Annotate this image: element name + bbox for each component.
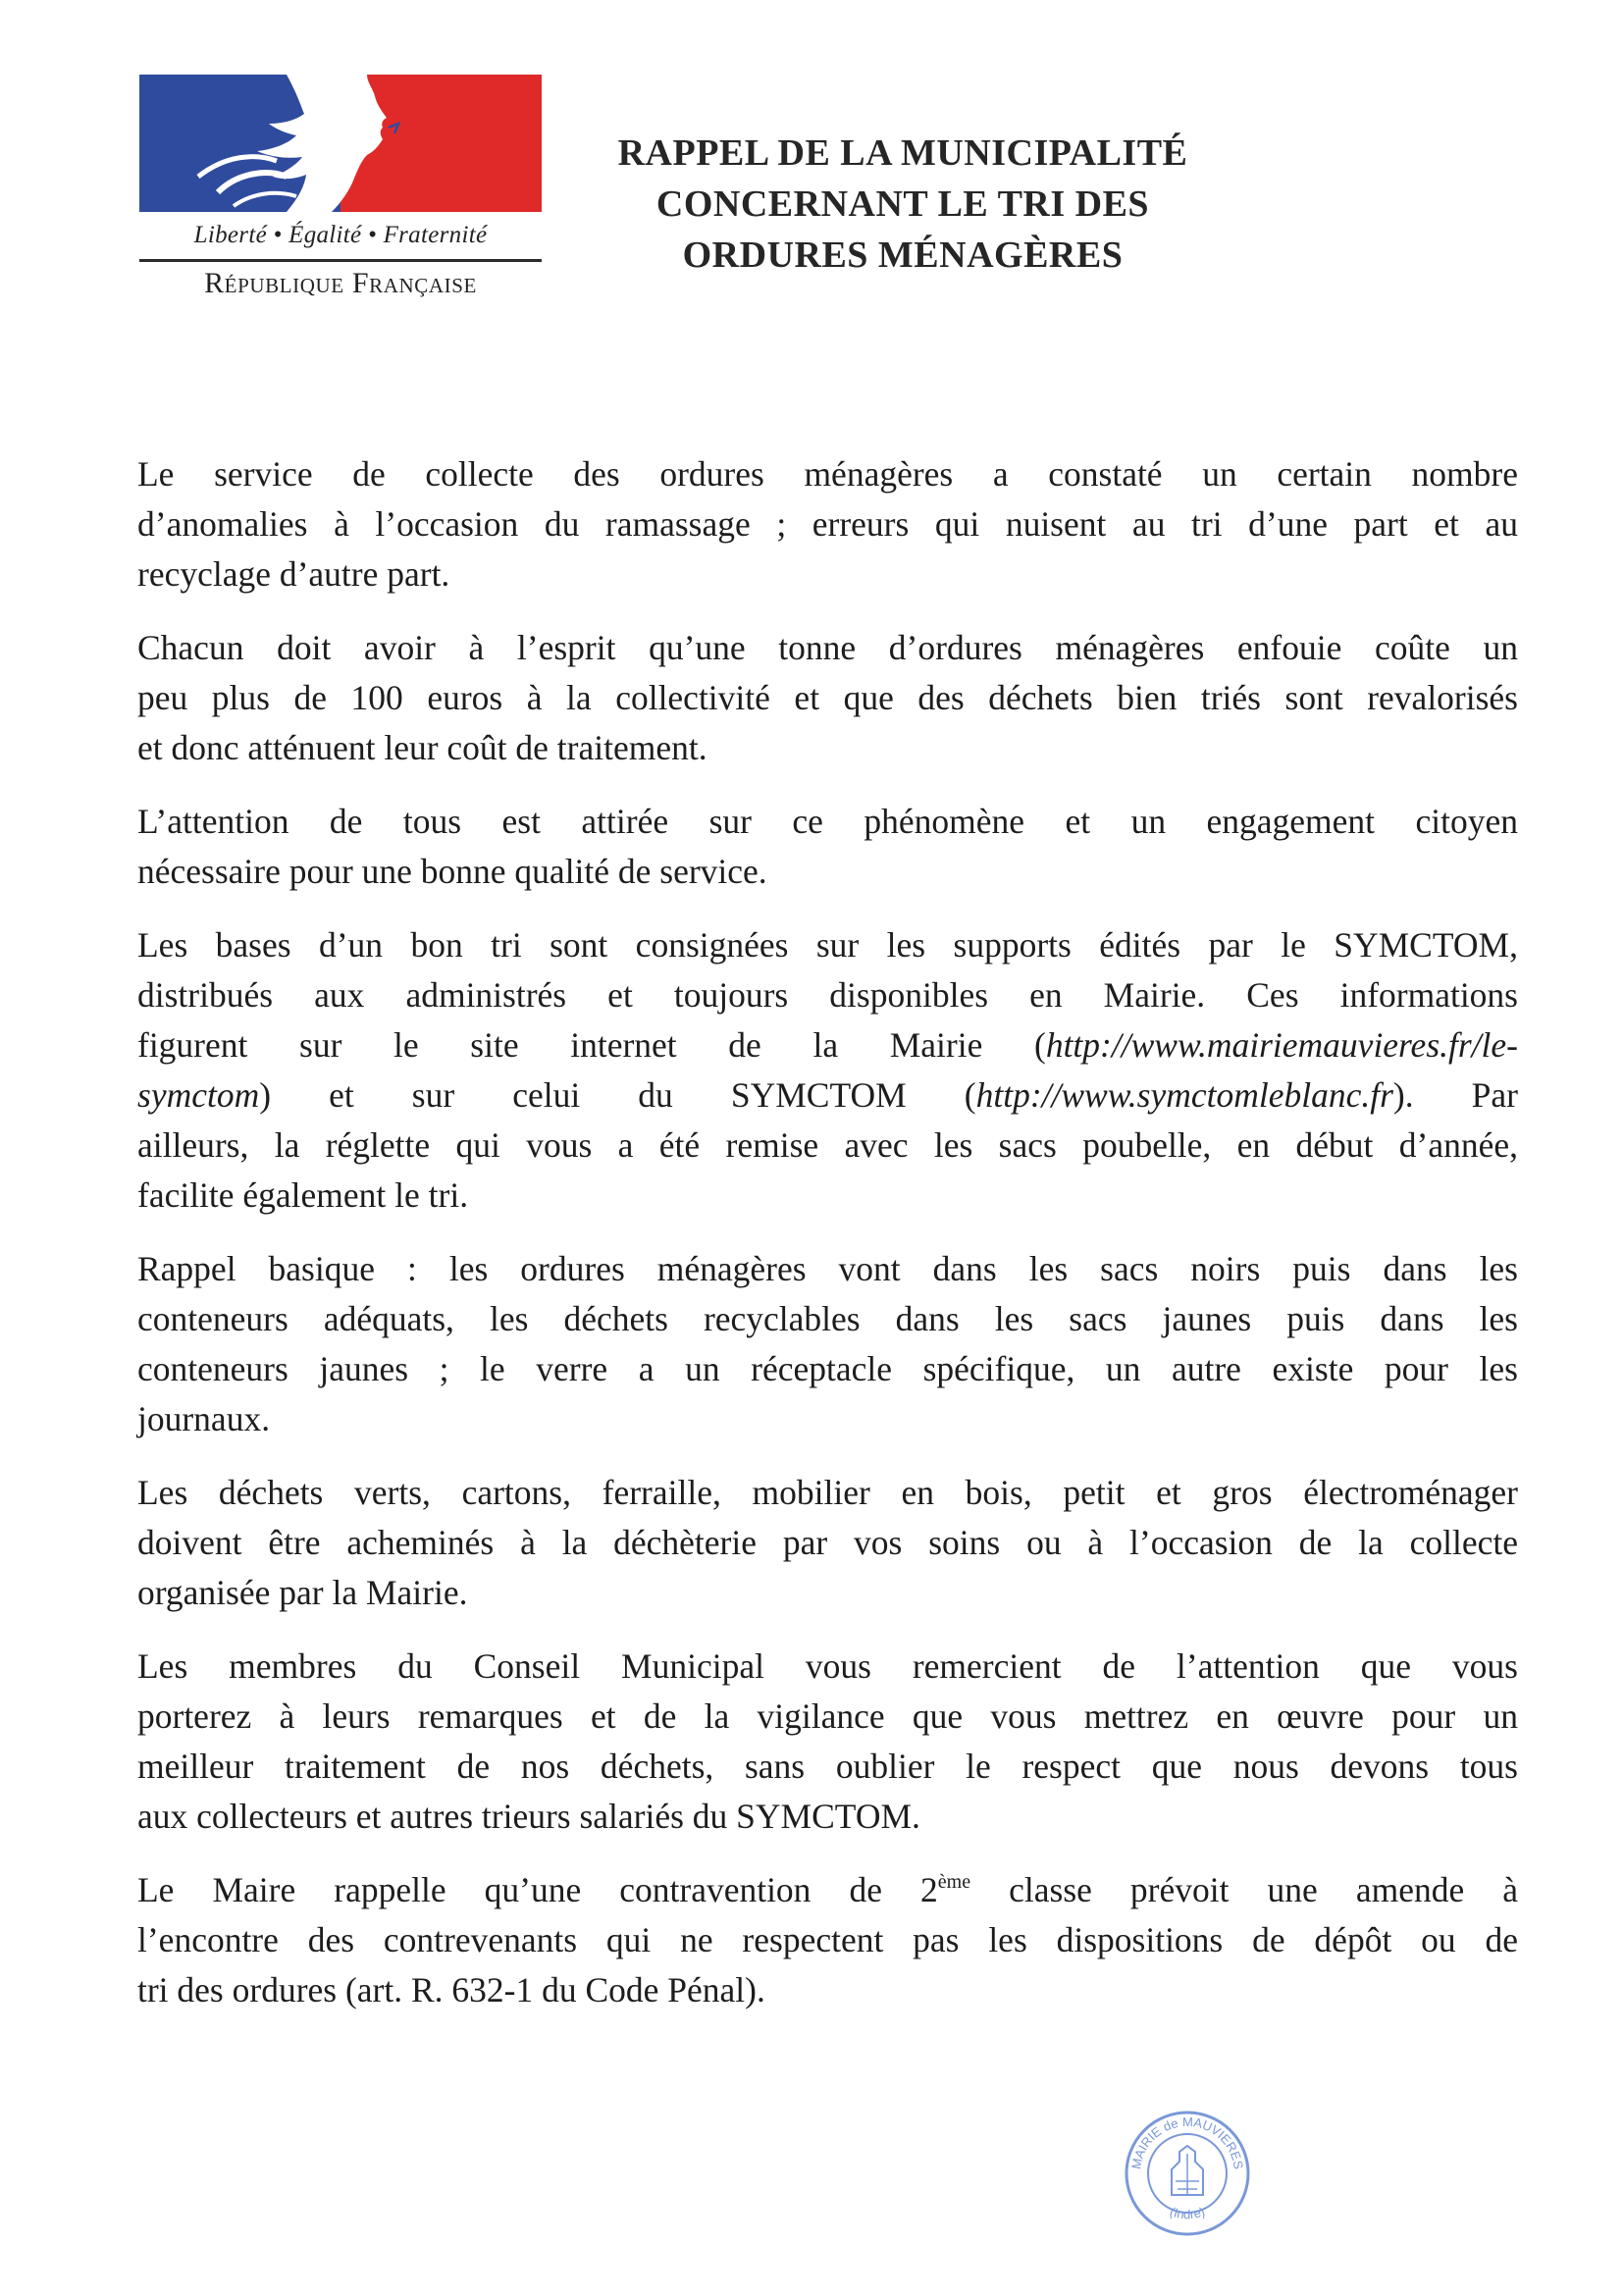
text-line: ailleurs, la réglette qui vous a été remise avec les sacs poubelle, en début d’année, xyxy=(137,1125,1518,1165)
paragraph xyxy=(137,1642,1518,1842)
text-line xyxy=(137,1865,1518,1915)
text-line: Chacun doit avoir à l’esprit qu’une tonne d’ordures ménagères enfouie coûte un xyxy=(137,628,1518,667)
text-line: et donc atténuent leur coût de traitement. xyxy=(137,728,707,767)
text-line: doivent être acheminés à la déchèterie par vos soins ou à l’occasion de la collecte xyxy=(137,1523,1518,1562)
text-segment: classe prévoit une amende à xyxy=(970,1870,1518,1909)
title-line: ORDURES MÉNAGÈRES xyxy=(682,235,1124,276)
text-segment: ) et sur celui du SYMCTOM ( xyxy=(259,1075,976,1115)
paragraph xyxy=(137,1244,1518,1444)
text-segment: figurent sur le site internet de la Mairie ( xyxy=(137,1025,1046,1065)
text-line: Le service de collecte des ordures ménagères a constaté un certain nombre xyxy=(137,454,1518,494)
text-line: porterez à leurs remarques et de la vigilance que vous mettrez en œuvre pour un xyxy=(137,1696,1518,1736)
paragraph xyxy=(137,449,1518,600)
republic-name: République Française xyxy=(204,267,477,299)
text-line: d’anomalies à l’occasion du ramassage ; erreurs qui nuisent au tri d’une part et au xyxy=(137,504,1518,544)
text-line: distribués aux administrés et toujours disponibles en Mairie. Ces informations xyxy=(137,975,1518,1015)
mairie-seal-stamp xyxy=(1119,2105,1256,2242)
text-line: peu plus de 100 euros à la collectivité et que des déchets bien triés sont revalorisés xyxy=(137,678,1518,717)
text-line: conteneurs jaunes ; le verre a un réceptacle spécifique, un autre existe pour les xyxy=(137,1349,1518,1388)
text-segment: Le Maire rappelle qu’une contravention de 2 xyxy=(137,1870,938,1909)
text-line: facilite également le tri. xyxy=(137,1175,469,1215)
mairie-url-link[interactable]: http://www.mairiemauvieres.fr/le- xyxy=(1045,1025,1518,1065)
text-line: aux collecteurs et autres trieurs salariés du SYMCTOM. xyxy=(137,1797,920,1836)
text-line: Les déchets verts, cartons, ferraille, mobilier en bois, petit et gros électroménager xyxy=(137,1473,1518,1512)
text-line: Les membres du Conseil Municipal vous remercient de l’attention que vous xyxy=(137,1646,1518,1686)
symctom-url-link[interactable]: http://www.symctomleblanc.fr xyxy=(975,1075,1393,1115)
text-line xyxy=(137,1070,1518,1121)
svg-text:(Indre) xyxy=(1168,2204,1207,2221)
title-line: RAPPEL DE LA MUNICIPALITÉ xyxy=(617,132,1188,174)
text-line xyxy=(137,1020,1518,1070)
logo-divider xyxy=(139,259,542,262)
superscript: ème xyxy=(937,1871,971,1893)
text-line: Rappel basique : les ordures ménagères vont dans les sacs noirs puis dans les xyxy=(137,1249,1518,1288)
paragraph xyxy=(137,797,1518,897)
text-line: Les bases d’un bon tri sont consignées sur les supports édités par le SYMCTOM, xyxy=(137,925,1518,965)
text-line: L’attention de tous est attirée sur ce phénomène et un engagement citoyen xyxy=(137,802,1518,841)
paragraph xyxy=(137,1468,1518,1618)
marianne-logo xyxy=(139,75,542,320)
title-line: CONCERNANT LE TRI DES xyxy=(655,183,1150,225)
text-line: nécessaire pour une bonne qualité de service. xyxy=(137,852,767,891)
seal-emblem-icon xyxy=(1119,2105,1256,2242)
text-line: l’encontre des contrevenants qui ne respectent pas les dispositions de dépôt ou de xyxy=(137,1920,1518,1959)
text-segment: ). Par xyxy=(1392,1075,1518,1115)
marianne-emblem-icon xyxy=(139,75,542,222)
seal-bottom-text: (Indre) xyxy=(1168,2204,1207,2222)
document-body xyxy=(137,449,1518,2039)
text-line: organisée par la Mairie. xyxy=(137,1573,468,1612)
mairie-url-link-continued[interactable]: symctom xyxy=(137,1075,260,1115)
document-title xyxy=(608,128,1197,281)
paragraph xyxy=(137,623,1518,773)
text-line: journaux. xyxy=(137,1399,271,1438)
paragraph xyxy=(137,920,1518,1221)
republic-motto: Liberté • Égalité • Fraternité xyxy=(193,222,488,248)
text-line: recyclage d’autre part. xyxy=(137,554,450,594)
text-line: meilleur traitement de nos déchets, sans oublier le respect que nous devons tous xyxy=(137,1747,1518,1786)
text-line: conteneurs adéquats, les déchets recyclables dans les sacs jaunes puis dans les xyxy=(137,1299,1518,1338)
paragraph xyxy=(137,1865,1518,2015)
text-line: tri des ordures (art. R. 632-1 du Code Pénal). xyxy=(137,1970,765,2009)
seal-top-text: MAIRIE de MAUVIERES xyxy=(1128,2113,1246,2170)
